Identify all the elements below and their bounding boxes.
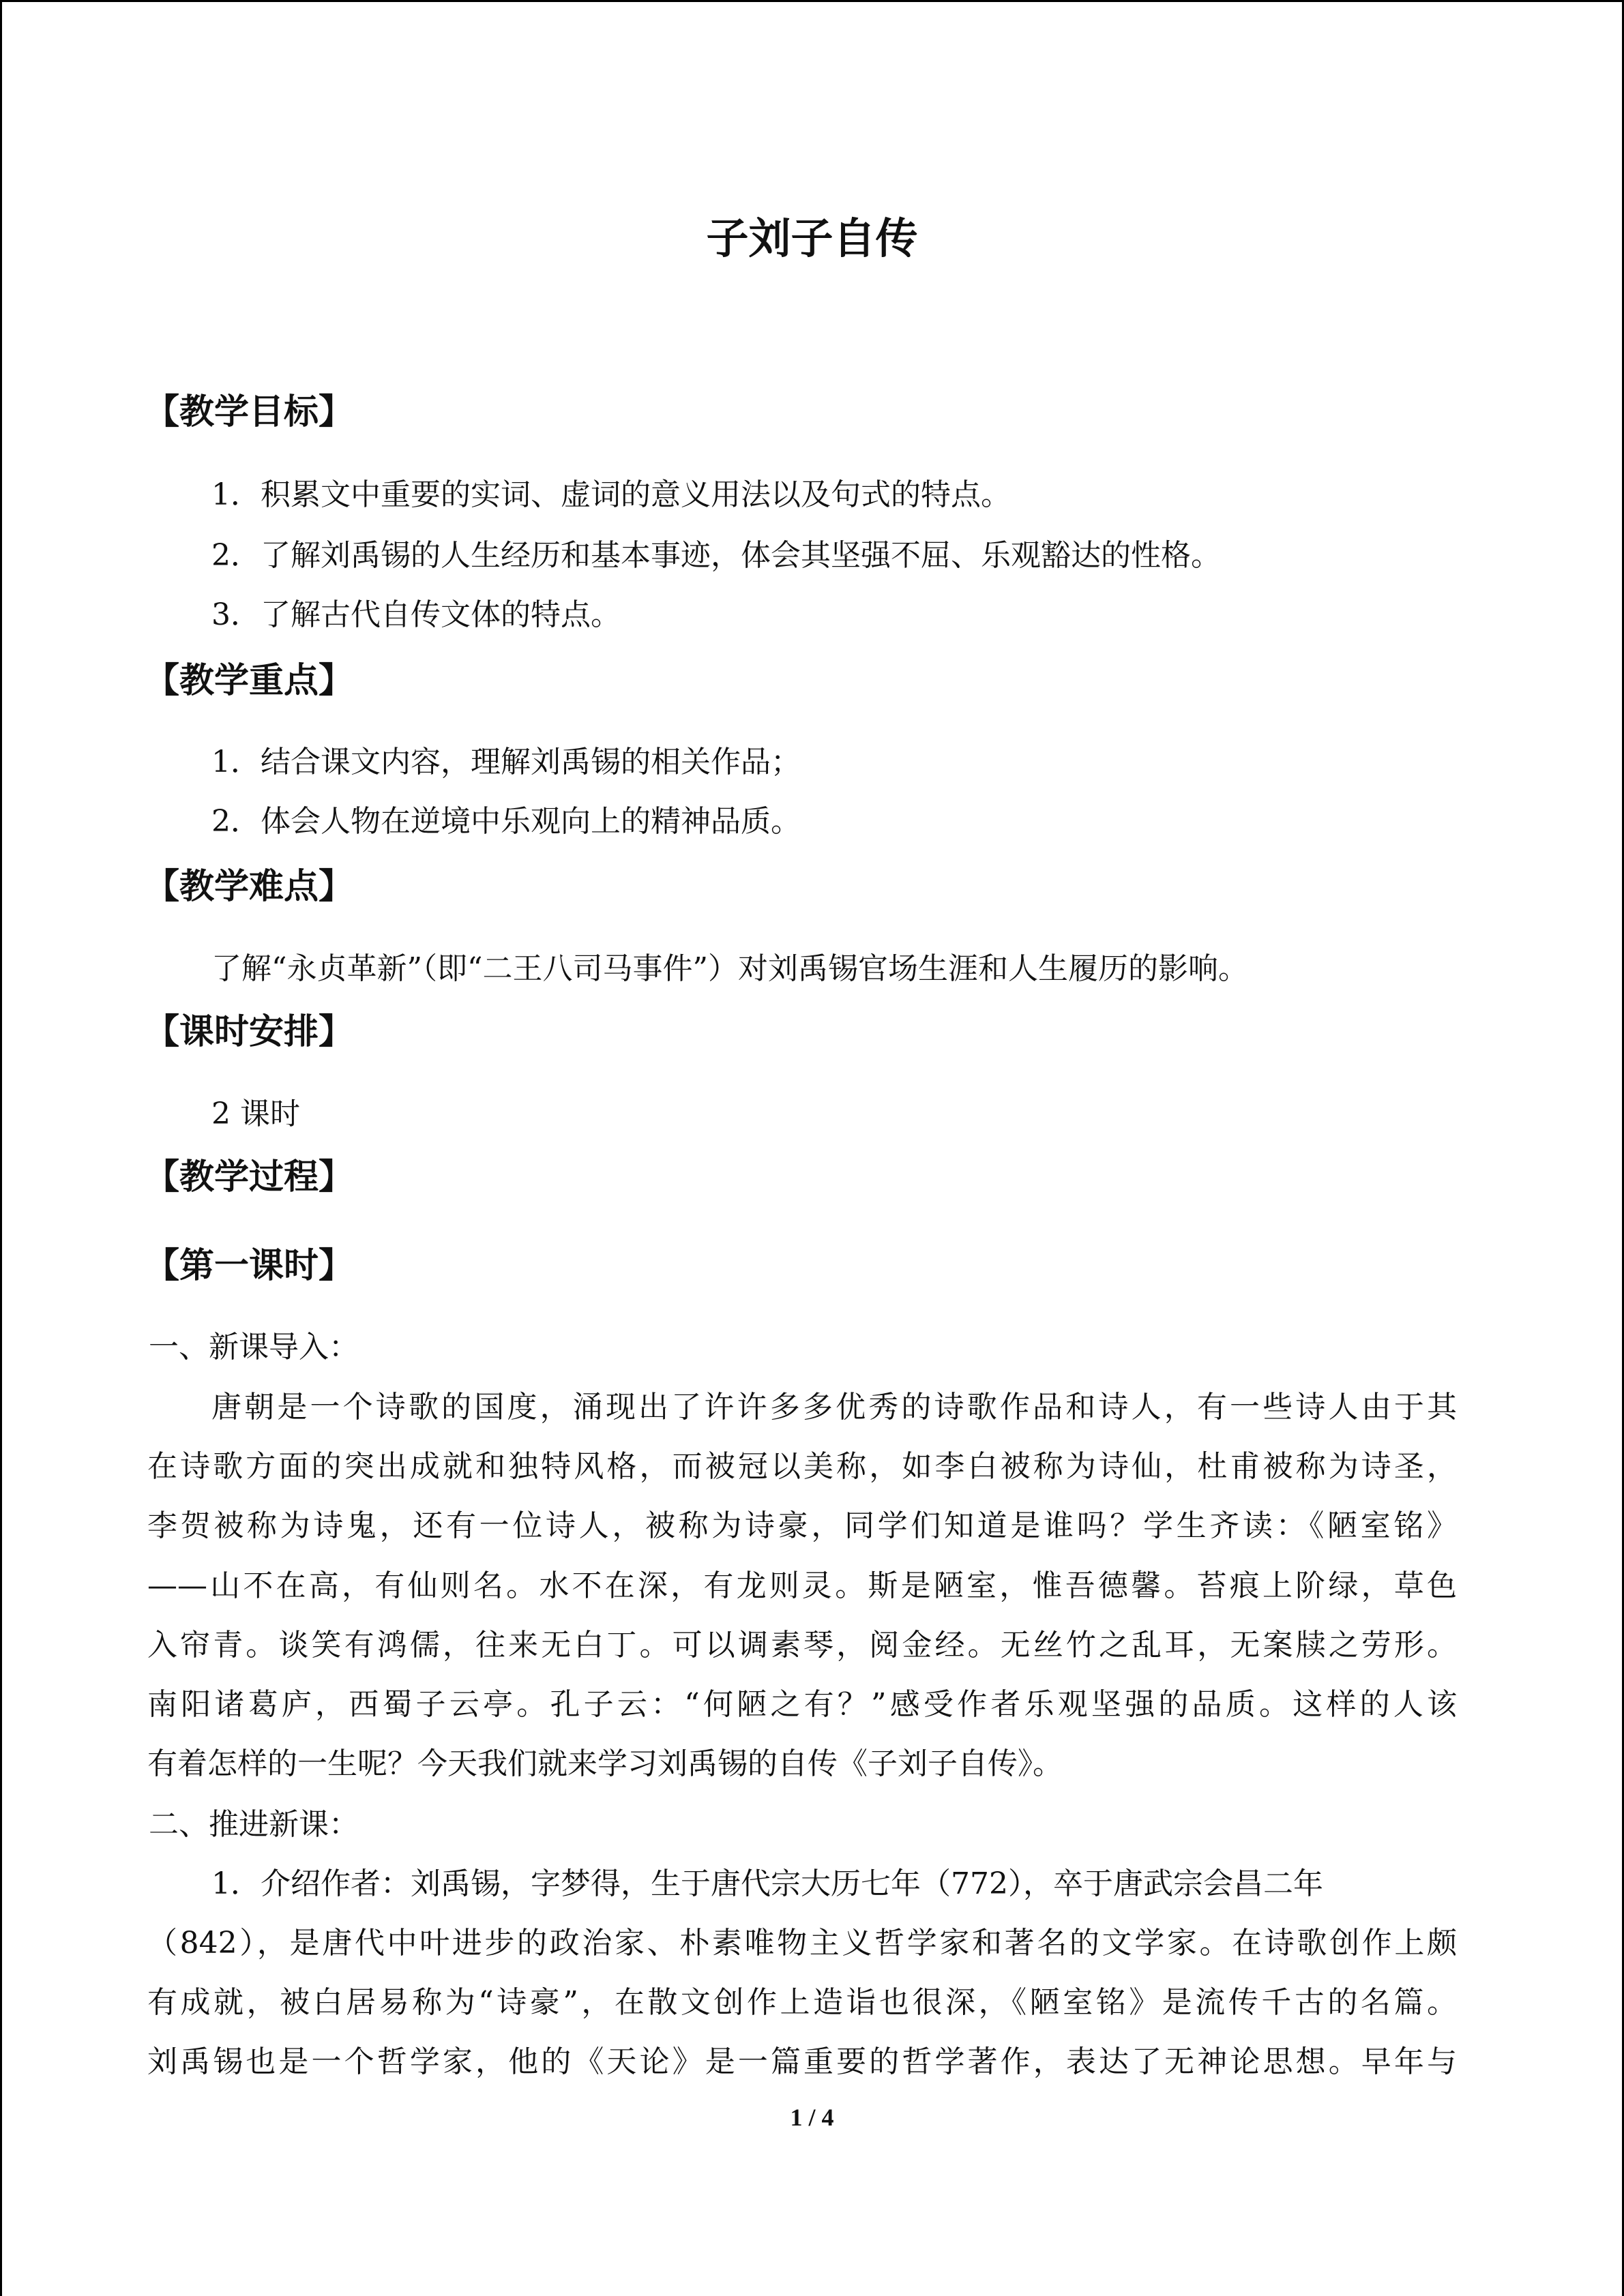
author-line-1: 1．介绍作者：刘禹锡，字梦得，生于唐代宗大历七年（772），卒于唐武宗会昌二年 — [211, 1866, 1323, 1901]
key-points-heading: 【教学重点】 — [145, 661, 354, 701]
author-line-2: （842），是唐代中叶进步的政治家、朴素唯物主义哲学家和著名的文学家。在诗歌创作上颇 — [147, 1926, 1457, 1960]
intro-line-1: 唐朝是一个诗歌的国度，涌现出了许许多多优秀的诗歌作品和诗人，有一些诗人由于其 — [211, 1390, 1457, 1425]
difficulties-heading: 【教学难点】 — [145, 867, 354, 907]
objective-item-3: 3．了解古代自传文体的特点。 — [211, 597, 621, 632]
key-point-item-1: 1．结合课文内容，理解刘禹锡的相关作品； — [211, 745, 801, 779]
objective-item-2: 2．了解刘禹锡的人生经历和基本事迹，体会其坚强不屈、乐观豁达的性格。 — [211, 538, 1221, 573]
intro-line-3: 李贺被称为诗鬼，还有一位诗人，被称为诗豪，同学们知道是谁吗？学生齐读：《陋室铭》 — [147, 1508, 1457, 1543]
objectives-heading: 【教学目标】 — [145, 392, 354, 432]
difficulties-text: 了解“永贞革新”（即“二王八司马事件”）对刘禹锡官场生涯和人生履历的影响。 — [211, 951, 1248, 986]
intro-line-6: 南阳诸葛庐，西蜀子云亭。孔子云：“何陋之有？”感受作者乐观坚强的品质。这样的人该 — [147, 1687, 1457, 1722]
author-line-4: 刘禹锡也是一个哲学家，他的《天论》是一篇重要的哲学著作，表达了无神论思想。早年与 — [147, 2044, 1457, 2079]
schedule-text: 2 课时 — [211, 1097, 300, 1131]
objective-item-1: 1．积累文中重要的实词、虚词的意义用法以及句式的特点。 — [211, 477, 1011, 512]
page-border-top — [0, 0, 1624, 2]
section1-title: 一、新课导入： — [149, 1330, 359, 1365]
page-number: 1 / 4 — [790, 2104, 834, 2131]
process-heading: 【教学过程】 — [145, 1157, 354, 1197]
intro-line-5: 入帘青。谈笑有鸿儒，往来无白丁。可以调素琴，阅金经。无丝竹之乱耳，无案牍之劳形。 — [147, 1628, 1457, 1663]
document-title: 子刘子自传 — [706, 213, 918, 263]
intro-line-7: 有着怎样的一生呢？今天我们就来学习刘禹锡的自传《子刘子自传》。 — [147, 1746, 1063, 1781]
intro-line-4: ——山不在高，有仙则名。水不在深，有龙则灵。斯是陋室，惟吾德馨。苔痕上阶绿，草色 — [147, 1568, 1457, 1603]
intro-line-2: 在诗歌方面的突出成就和独特风格，而被冠以美称，如李白被称为诗仙，杜甫被称为诗圣， — [147, 1449, 1457, 1484]
page-border-left — [0, 0, 2, 2296]
lesson1-heading: 【第一课时】 — [145, 1246, 354, 1286]
schedule-heading: 【课时安排】 — [145, 1012, 354, 1052]
section2-title: 二、推进新课： — [149, 1807, 359, 1842]
key-point-item-2: 2．体会人物在逆境中乐观向上的精神品质。 — [211, 804, 801, 839]
author-line-3: 有成就，被白居易称为“诗豪”，在散文创作上造诣也很深，《陋室铭》是流传千古的名篇。 — [147, 1985, 1457, 2020]
